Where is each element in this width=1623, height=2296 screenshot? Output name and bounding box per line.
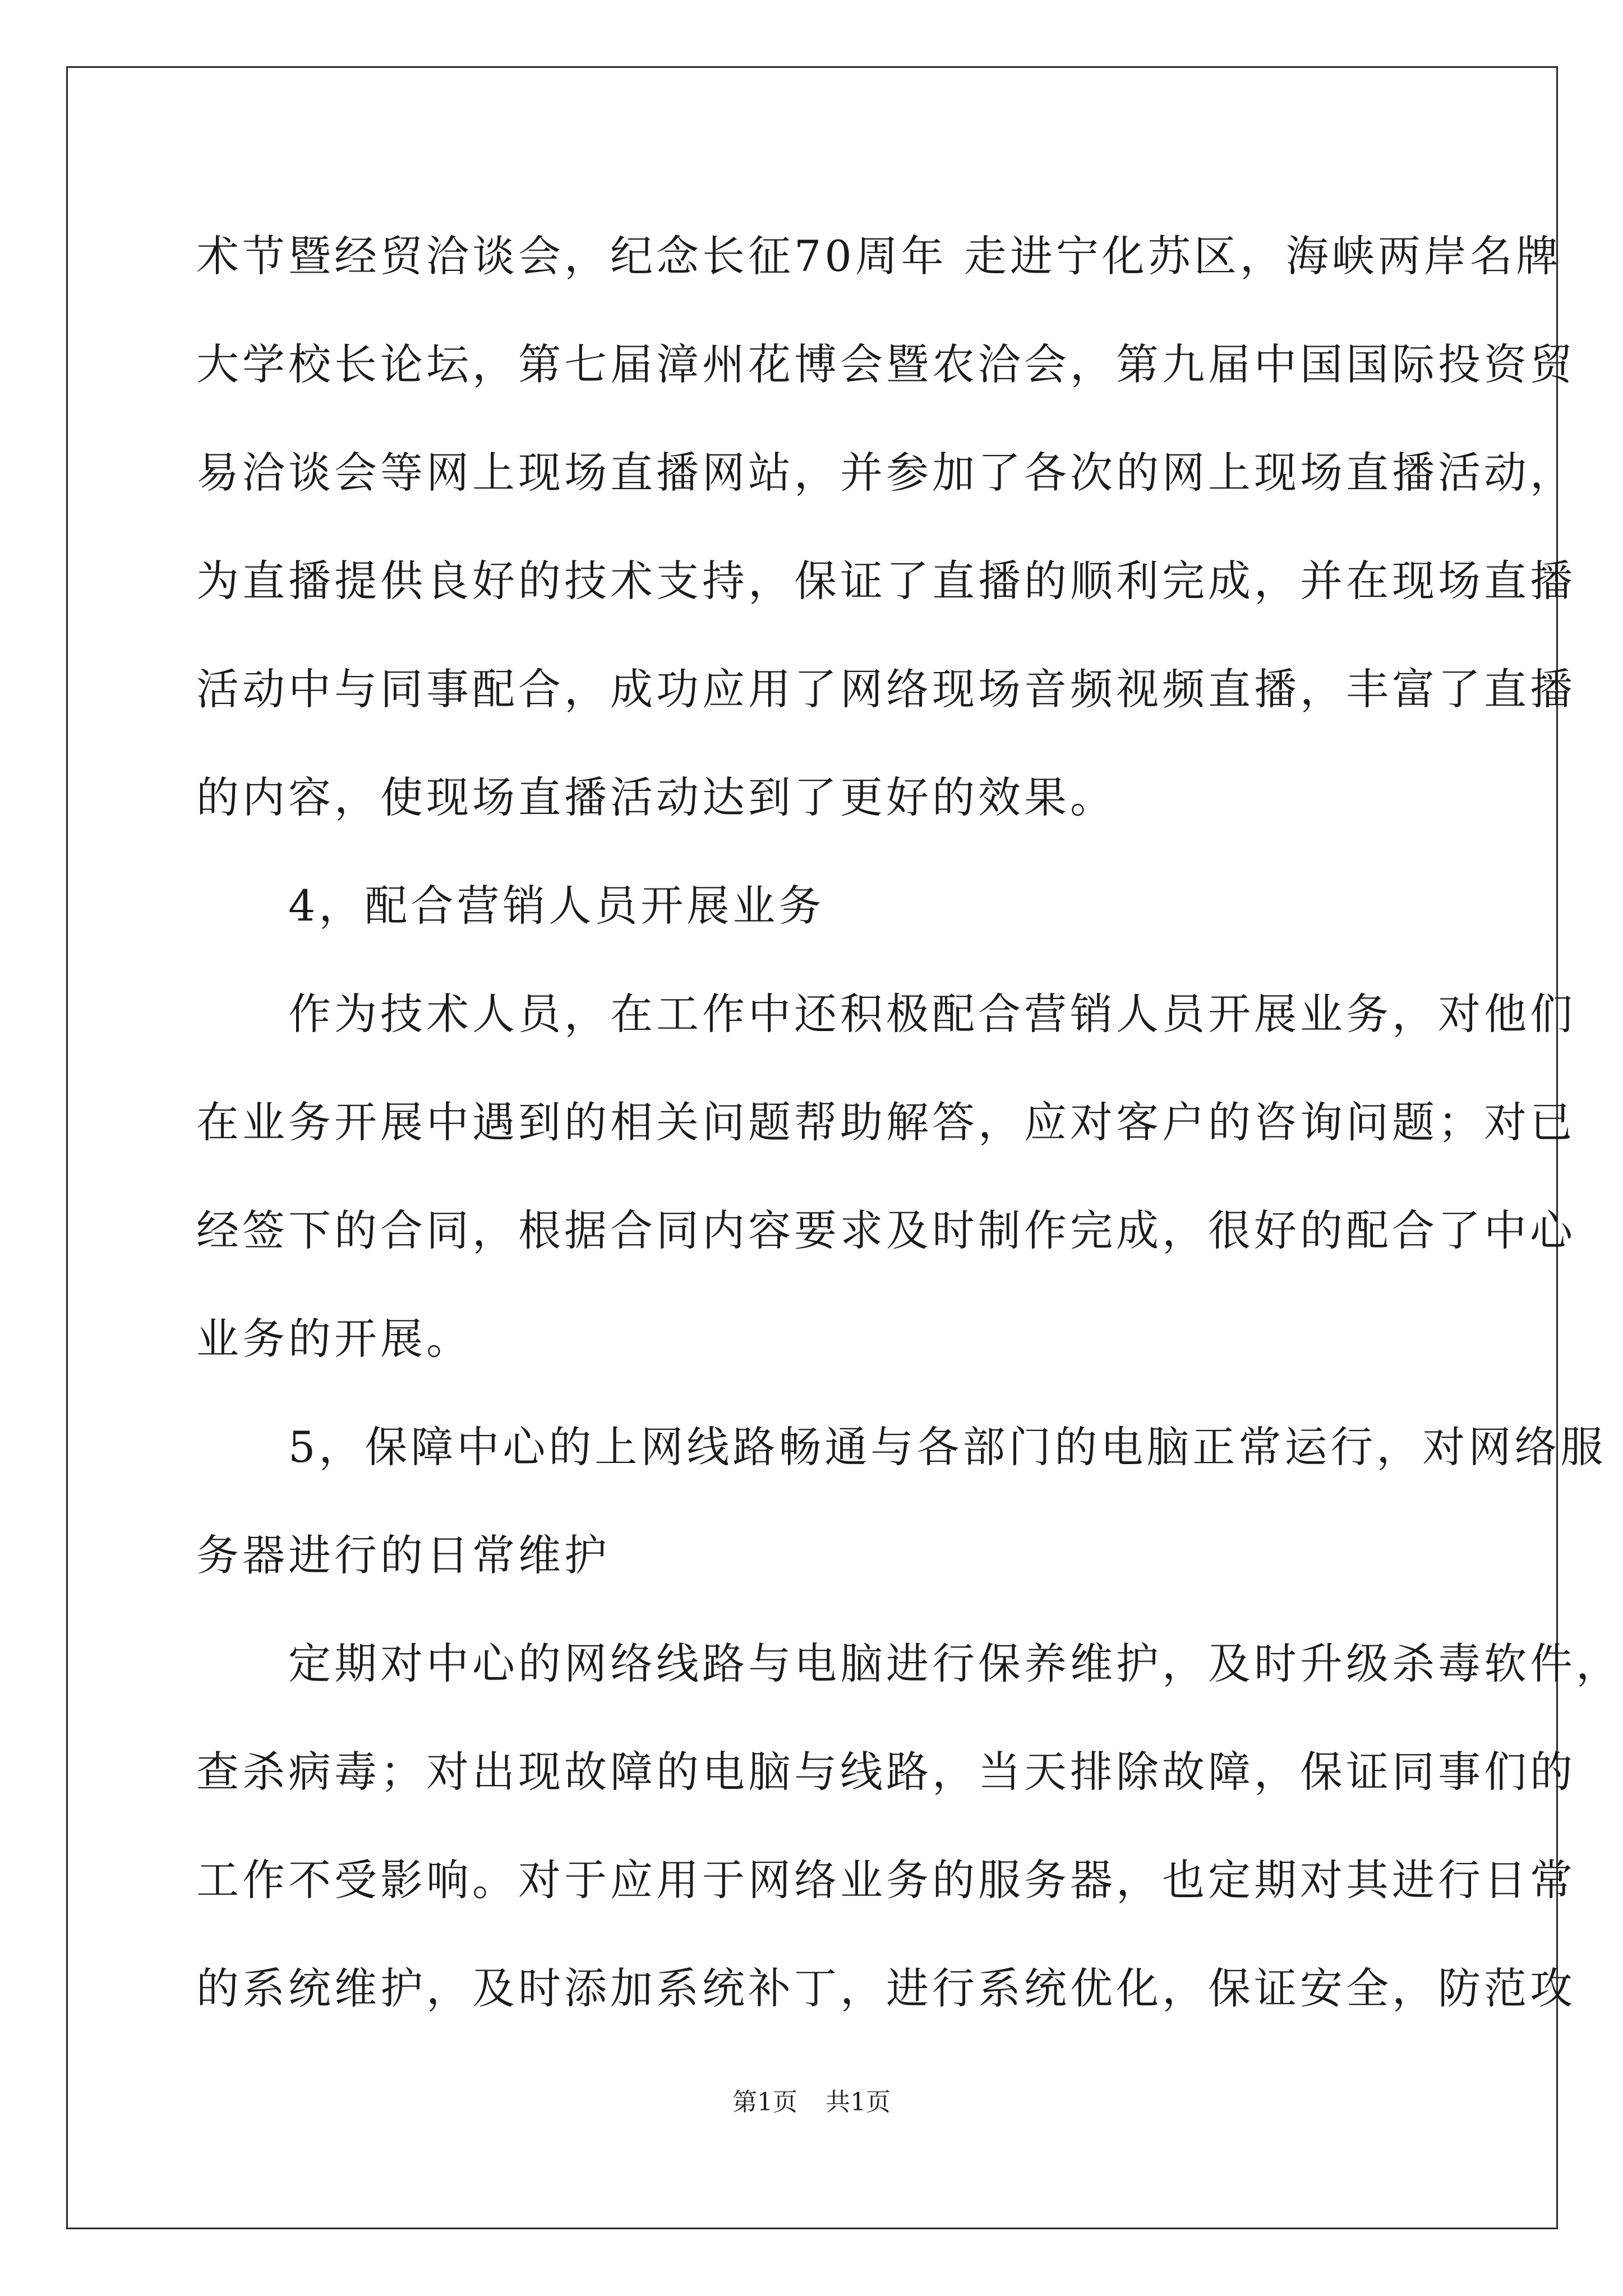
text-line: 的内容，使现场直播活动达到了更好的效果。 <box>196 772 1116 822</box>
page-footer <box>0 2086 1623 2119</box>
text-line: 在业务开展中遇到的相关问题帮助解答，应对客户的咨询问题；对已 <box>196 1097 1576 1147</box>
section-heading-5-cont: 务器进行的日常维护 <box>196 1530 610 1580</box>
text-line: 为直播提供良好的技术支持，保证了直播的顺利完成，并在现场直播 <box>196 556 1576 606</box>
text-line: 大学校长论坛，第七届漳州花博会暨农洽会，第九届中国国际投资贸 <box>196 339 1576 389</box>
text-line: 工作不受影响。对于应用于网络业务的服务器，也定期对其进行日常 <box>196 1855 1576 1905</box>
document-body <box>196 202 1622 2042</box>
text-line: 作为技术人员，在工作中还积极配合营销人员开展业务，对他们 <box>196 989 1576 1039</box>
text-line: 经签下的合同，根据合同内容要求及时制作完成，很好的配合了中心 <box>196 1205 1576 1255</box>
section-heading-4: 4，配合营销人员开展业务 <box>196 881 825 931</box>
page-number: 第1页 <box>732 2088 797 2116</box>
text-line: 术节暨经贸洽谈会，纪念长征70周年 走进宁化苏区，海峡两岸名牌 <box>196 231 1562 281</box>
text-line: 活动中与同事配合，成功应用了网络现场音频视频直播，丰富了直播 <box>196 664 1576 714</box>
section-heading-5: 5，保障中心的上网线路畅通与各部门的电脑正常运行，对网络服 <box>196 1422 1607 1472</box>
text-line: 业务的开展。 <box>196 1314 472 1364</box>
page-total: 共1页 <box>826 2088 891 2116</box>
text-line: 易洽谈会等网上现场直播网站，并参加了各次的网上现场直播活动， <box>196 448 1576 498</box>
text-line: 查杀病毒；对出现故障的电脑与线路，当天排除故障，保证同事们的 <box>196 1747 1576 1797</box>
text-line: 定期对中心的网络线路与电脑进行保养维护，及时升级杀毒软件， <box>196 1639 1622 1688</box>
text-line: 的系统维护，及时添加系统补丁，进行系统优化，保证安全，防范攻 <box>196 1963 1576 2013</box>
